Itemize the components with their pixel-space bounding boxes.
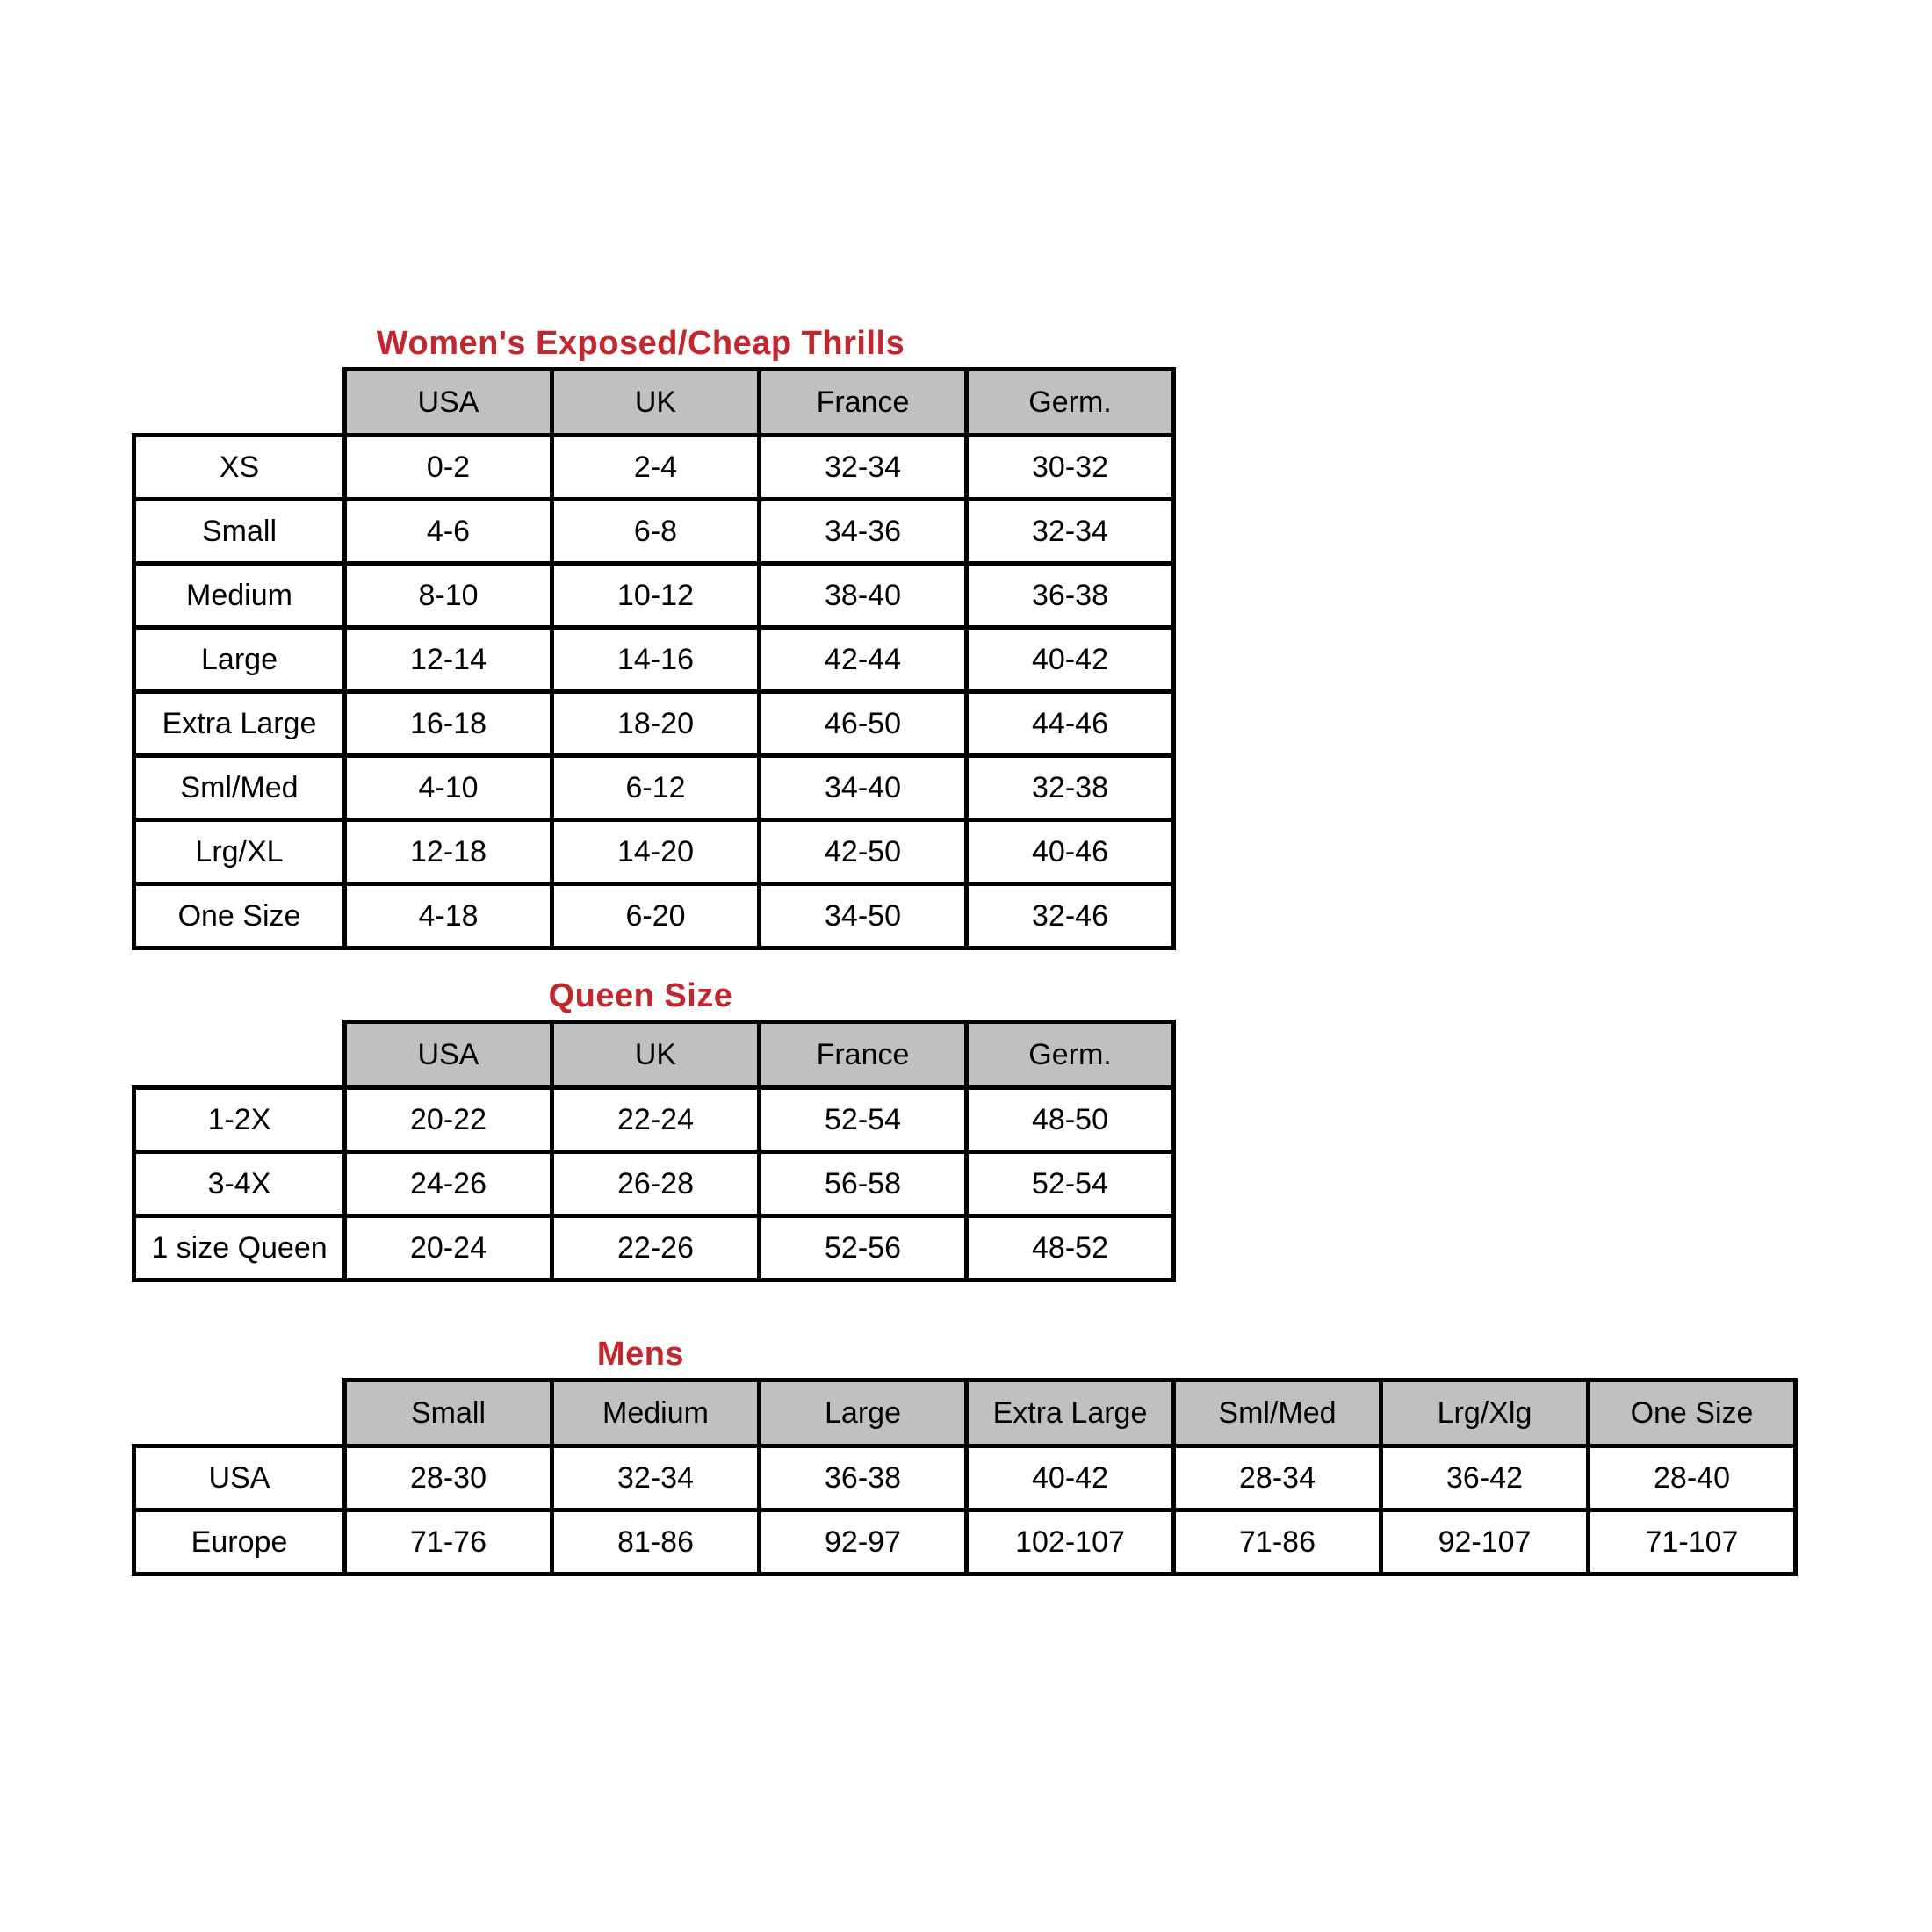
corner-spacer: [134, 370, 345, 436]
size-cell: 40-46: [967, 820, 1174, 884]
size-cell: 14-16: [552, 628, 760, 692]
womens-size-table: [132, 367, 1176, 950]
table-row: [134, 1216, 1174, 1280]
size-cell: 8-10: [345, 564, 552, 628]
size-cell: 32-34: [552, 1446, 760, 1510]
size-cell: 32-46: [967, 884, 1174, 948]
size-cell: 6-20: [552, 884, 760, 948]
size-cell: 102-107: [967, 1510, 1174, 1575]
column-header: USA: [345, 1022, 552, 1088]
row-label: Lrg/XL: [134, 820, 345, 884]
table-row: [134, 1510, 1796, 1575]
column-header: France: [760, 370, 967, 436]
column-header: Extra Large: [967, 1381, 1174, 1446]
row-label: 3-4X: [134, 1152, 345, 1216]
size-cell: 24-26: [345, 1152, 552, 1216]
row-label: 1-2X: [134, 1088, 345, 1152]
size-cell: 71-86: [1174, 1510, 1381, 1575]
size-cell: 14-20: [552, 820, 760, 884]
row-label: XS: [134, 436, 345, 500]
column-header: Lrg/Xlg: [1381, 1381, 1589, 1446]
column-header: USA: [345, 370, 552, 436]
column-header: Small: [345, 1381, 552, 1446]
size-cell: 56-58: [760, 1152, 967, 1216]
size-cell: 42-44: [760, 628, 967, 692]
queen-size-table: [132, 1020, 1176, 1282]
size-cell: 28-34: [1174, 1446, 1381, 1510]
size-cell: 48-50: [967, 1088, 1174, 1152]
column-header: Medium: [552, 1381, 760, 1446]
column-header: One Size: [1589, 1381, 1796, 1446]
table-row: [134, 1088, 1174, 1152]
size-cell: 52-54: [967, 1152, 1174, 1216]
size-cell: 26-28: [552, 1152, 760, 1216]
size-cell: 40-42: [967, 1446, 1174, 1510]
size-cell: 0-2: [345, 436, 552, 500]
size-cell: 28-30: [345, 1446, 552, 1510]
womens-size-section: [132, 325, 1176, 950]
table-row: [134, 564, 1174, 628]
size-cell: 32-34: [967, 500, 1174, 564]
table-row: [134, 884, 1174, 948]
corner-spacer: [134, 1022, 345, 1088]
table-row: [134, 436, 1174, 500]
table-row: [134, 1152, 1174, 1216]
size-cell: 4-6: [345, 500, 552, 564]
row-label: Medium: [134, 564, 345, 628]
size-cell: 52-56: [760, 1216, 967, 1280]
size-cell: 4-10: [345, 756, 552, 820]
size-cell: 22-24: [552, 1088, 760, 1152]
size-cell: 6-12: [552, 756, 760, 820]
size-cell: 20-24: [345, 1216, 552, 1280]
size-cell: 71-76: [345, 1510, 552, 1575]
size-cell: 71-107: [1589, 1510, 1796, 1575]
row-label: Small: [134, 500, 345, 564]
size-cell: 36-42: [1381, 1446, 1589, 1510]
table-row: [134, 500, 1174, 564]
column-header: UK: [552, 1022, 760, 1088]
size-cell: 20-22: [345, 1088, 552, 1152]
table-row: [134, 820, 1174, 884]
size-cell: 34-50: [760, 884, 967, 948]
row-label: Sml/Med: [134, 756, 345, 820]
mens-size-table: [132, 1378, 1798, 1576]
table-row: [134, 1446, 1796, 1510]
table-row: [134, 628, 1174, 692]
size-cell: 92-107: [1381, 1510, 1589, 1575]
header-row: [134, 1381, 1796, 1446]
column-header: Germ.: [967, 1022, 1174, 1088]
row-label: USA: [134, 1446, 345, 1510]
column-header: France: [760, 1022, 967, 1088]
size-cell: 30-32: [967, 436, 1174, 500]
table-row: [134, 756, 1174, 820]
size-cell: 46-50: [760, 692, 967, 756]
size-cell: 34-40: [760, 756, 967, 820]
row-label: Europe: [134, 1510, 345, 1575]
row-label: One Size: [134, 884, 345, 948]
size-cell: 22-26: [552, 1216, 760, 1280]
size-cell: 40-42: [967, 628, 1174, 692]
size-cell: 38-40: [760, 564, 967, 628]
mens-size-section: [132, 1336, 1798, 1576]
row-label: Large: [134, 628, 345, 692]
size-cell: 6-8: [552, 500, 760, 564]
size-cell: 2-4: [552, 436, 760, 500]
womens-section-title: Women's Exposed/Cheap Thrills: [376, 325, 905, 362]
column-header: UK: [552, 370, 760, 436]
size-cell: 18-20: [552, 692, 760, 756]
header-row: [134, 1022, 1174, 1088]
column-header: Sml/Med: [1174, 1381, 1381, 1446]
size-cell: 44-46: [967, 692, 1174, 756]
queen-size-section: [132, 977, 1176, 1282]
size-cell: 12-18: [345, 820, 552, 884]
header-row: [134, 370, 1174, 436]
size-cell: 81-86: [552, 1510, 760, 1575]
row-label: Extra Large: [134, 692, 345, 756]
size-cell: 36-38: [967, 564, 1174, 628]
size-cell: 36-38: [760, 1446, 967, 1510]
size-cell: 52-54: [760, 1088, 967, 1152]
size-cell: 42-50: [760, 820, 967, 884]
size-cell: 48-52: [967, 1216, 1174, 1280]
column-header: Large: [760, 1381, 967, 1446]
size-cell: 10-12: [552, 564, 760, 628]
size-cell: 12-14: [345, 628, 552, 692]
size-cell: 4-18: [345, 884, 552, 948]
corner-spacer: [134, 1381, 345, 1446]
queen-section-title: Queen Size: [548, 977, 733, 1014]
size-cell: 28-40: [1589, 1446, 1796, 1510]
size-cell: 92-97: [760, 1510, 967, 1575]
size-cell: 32-34: [760, 436, 967, 500]
table-row: [134, 692, 1174, 756]
column-header: Germ.: [967, 370, 1174, 436]
mens-section-title: Mens: [596, 1336, 685, 1373]
size-cell: 34-36: [760, 500, 967, 564]
size-cell: 16-18: [345, 692, 552, 756]
size-cell: 32-38: [967, 756, 1174, 820]
row-label: 1 size Queen: [134, 1216, 345, 1280]
